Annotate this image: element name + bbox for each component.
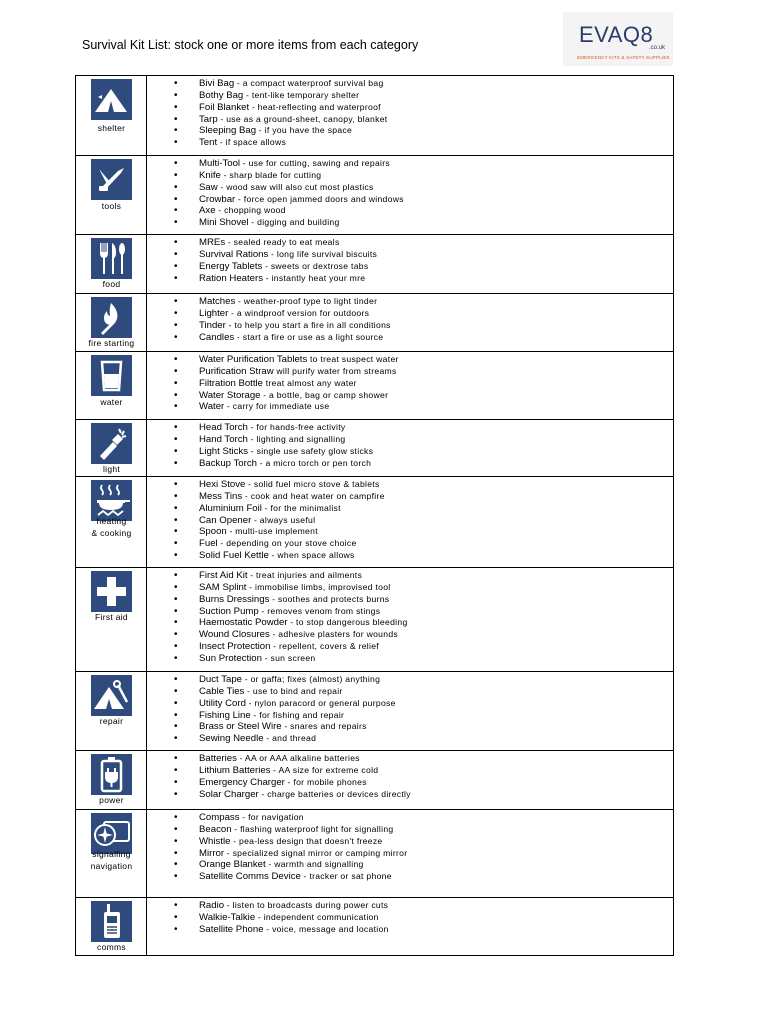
list-item [147, 261, 377, 273]
item-list [147, 156, 404, 234]
item-description: - voice, message and location [263, 923, 389, 934]
tent-repair-icon [91, 675, 132, 716]
list-item [147, 78, 387, 90]
list-item [147, 924, 389, 936]
item-description: - sun screen [261, 652, 316, 663]
list-item [147, 653, 408, 665]
item-description: - specialized signal mirror or camping mirror [224, 847, 408, 858]
item-description: - if you have the space [256, 125, 353, 136]
category-row [76, 898, 673, 956]
item-name: Survival Rations [199, 248, 269, 260]
item-description: - or gaffa; fixes (almost) anything [242, 674, 381, 684]
item-name: Satellite Phone [199, 923, 264, 935]
category-row [76, 672, 673, 751]
list-item [147, 194, 404, 206]
item-name: Lighter [199, 307, 229, 319]
item-name: Insect Protection [199, 641, 271, 653]
item-description: - always useful [251, 514, 316, 525]
list-item [147, 205, 404, 217]
item-name: Tent [199, 137, 218, 149]
list-item [147, 401, 399, 413]
item-description: - soothes and protects burns [269, 593, 390, 604]
list-item [147, 479, 385, 491]
item-description: - for the minimalist [261, 502, 341, 513]
item-name: Utility Cord [199, 697, 246, 709]
category-label: fire starting [88, 338, 135, 348]
list-item [147, 871, 407, 883]
item-description: - use as a ground-sheet, canopy, blanket [217, 113, 388, 124]
item-description: - weather-proof type to light tinder [235, 296, 378, 306]
item-description: - a bottle, bag or camp shower [260, 389, 389, 400]
category-cell [76, 477, 147, 567]
list-item [147, 641, 408, 653]
category-label: repair [99, 716, 124, 726]
list-item [147, 114, 387, 126]
item-description: - immobilise limbs, improvised tool [246, 581, 391, 592]
item-description: - force open jammed doors and windows [235, 193, 404, 204]
page-title: Survival Kit List: stock one or more items from each category [82, 38, 419, 52]
list-item [147, 308, 391, 320]
list-item [147, 812, 407, 824]
category-label: shelter [97, 123, 126, 133]
list-item [147, 125, 387, 137]
item-list [147, 477, 385, 567]
item-name: Head Torch [199, 422, 248, 433]
item-description: - to stop dangerous bleeding [287, 617, 408, 628]
item-name: Water Purification Tablets [199, 354, 308, 365]
category-cell [76, 420, 147, 476]
item-name: Burns Dressings [199, 593, 270, 605]
list-item [147, 366, 399, 378]
item-name: Duct Tape [199, 674, 243, 685]
list-item [147, 753, 411, 765]
item-description: - pea-less design that doesn't freeze [230, 835, 383, 846]
item-description: - cook and heat water on campfire [242, 490, 385, 501]
item-name: Water [199, 401, 225, 413]
item-description: - independent communication [255, 911, 379, 922]
item-description: - sealed ready to eat meals [225, 237, 340, 247]
item-description: - single use safety glow sticks [248, 445, 374, 456]
list-item [147, 629, 408, 641]
glass-icon [91, 355, 132, 396]
category-row [76, 420, 673, 477]
list-item [147, 491, 385, 503]
item-name: Candles [199, 331, 235, 343]
item-description: - if space allows [217, 137, 287, 148]
category-label: heating & cooking [91, 516, 132, 538]
list-item [147, 137, 387, 149]
list-item [147, 606, 408, 618]
category-cell [76, 156, 147, 234]
item-list [147, 751, 411, 809]
item-list [147, 568, 408, 671]
category-row [76, 751, 673, 810]
survival-kit-table [75, 75, 674, 956]
category-label: First aid [95, 612, 128, 622]
item-name: Orange Blanket [199, 859, 266, 871]
list-item [147, 848, 407, 860]
list-item [147, 617, 408, 629]
list-item [147, 686, 396, 698]
item-name: Radio [199, 900, 225, 911]
item-name: Ration Heaters [199, 272, 263, 284]
list-item [147, 789, 411, 801]
category-cell [76, 76, 147, 155]
category-row [76, 76, 673, 156]
item-description: - and thread [263, 733, 317, 744]
item-name: Whistle [199, 835, 231, 847]
tent-icon [91, 79, 132, 120]
cutlery-icon [91, 238, 132, 279]
list-item [147, 765, 411, 777]
list-item [147, 912, 389, 924]
category-cell [76, 235, 147, 293]
list-item [147, 538, 385, 550]
item-description: to treat suspect water [307, 354, 399, 364]
item-description: - instantly heat your mre [263, 272, 366, 283]
list-item [147, 526, 385, 538]
item-name: Foil Blanket [199, 101, 250, 113]
category-cell [76, 352, 147, 419]
item-description: - multi-use implement [226, 526, 318, 537]
item-list [147, 235, 377, 293]
item-description: - wood saw will also cut most plastics [217, 181, 374, 192]
item-name: Backup Torch [199, 457, 257, 469]
item-name: Haemostatic Powder [199, 617, 288, 629]
item-list [147, 294, 391, 351]
item-description: - depending on your stove choice [217, 538, 357, 549]
list-item [147, 570, 408, 582]
category-row [76, 235, 673, 294]
item-description: - adhesive plasters for wounds [269, 629, 398, 640]
item-list [147, 420, 373, 476]
item-description: - AA or AAA alkaline batteries [236, 753, 360, 763]
item-description: - repellent, covers & relief [270, 641, 379, 652]
list-item [147, 332, 391, 344]
category-cell [76, 672, 147, 750]
list-item [147, 674, 396, 686]
category-row [76, 352, 673, 420]
item-description: - lighting and signalling [247, 433, 346, 444]
list-item [147, 273, 377, 285]
evaq8-logo [563, 12, 673, 66]
item-name: Fuel [199, 538, 218, 550]
list-item [147, 90, 387, 102]
item-name: Walkie-Talkie [199, 911, 256, 923]
item-name: Sun Protection [199, 652, 262, 664]
item-name: Knife [199, 169, 221, 181]
list-item [147, 249, 377, 261]
category-cell [76, 751, 147, 809]
list-item [147, 550, 385, 562]
item-name: Spoon [199, 526, 227, 538]
list-item [147, 859, 407, 871]
item-name: Emergency Charger [199, 776, 285, 788]
item-name: Suction Pump [199, 605, 259, 617]
list-item [147, 422, 373, 434]
item-description: - charge batteries or devices directly [258, 788, 411, 799]
list-item [147, 710, 396, 722]
item-name: Fishing Line [199, 709, 251, 721]
first-aid-cross-icon [91, 571, 132, 612]
item-description: - nylon paracord or general purpose [245, 697, 396, 708]
list-item [147, 824, 407, 836]
item-name: Satellite Comms Device [199, 871, 301, 883]
category-cell [76, 810, 147, 897]
item-list [147, 810, 407, 897]
item-name: Crowbar [199, 193, 236, 205]
item-description: - carry for immediate use [224, 401, 330, 412]
category-label: tools [101, 201, 122, 211]
item-description: - chopping wood [215, 205, 286, 216]
list-item [147, 296, 391, 308]
list-item [147, 582, 408, 594]
item-name: Water Storage [199, 389, 261, 401]
item-name: Can Opener [199, 514, 252, 526]
list-item [147, 777, 411, 789]
item-description: treat almost any water [263, 377, 357, 388]
item-description: - sharp blade for cutting [220, 169, 322, 180]
list-item [147, 320, 391, 332]
item-description: - for mobile phones [284, 776, 367, 787]
item-description: - AA size for extreme cold [270, 764, 379, 775]
item-description: - use to bind and repair [244, 685, 343, 696]
item-description: - for navigation [239, 812, 304, 822]
item-name: Tarp [199, 113, 218, 125]
match-flame-icon [91, 297, 132, 338]
item-description: - start a fire or use as a light source [234, 331, 384, 342]
list-item [147, 217, 404, 229]
item-description: - use for cutting, sawing and repairs [240, 158, 390, 168]
category-label: comms [97, 942, 126, 952]
item-name: Beacon [199, 823, 232, 835]
item-name: Matches [199, 296, 236, 307]
list-item [147, 354, 399, 366]
item-name: Cable Ties [199, 685, 245, 697]
category-cell [76, 898, 147, 955]
item-description: - flashing waterproof light for signalling [231, 823, 394, 834]
list-item [147, 515, 385, 527]
item-name: Light Sticks [199, 445, 249, 457]
item-name: Sleeping Bag [199, 125, 257, 137]
list-item [147, 446, 373, 458]
item-description: - sweets or dextrose tabs [262, 260, 369, 271]
list-item [147, 503, 385, 515]
item-name: Mess Tins [199, 490, 243, 502]
item-description: - for fishing and repair [250, 709, 345, 720]
item-name: Compass [199, 812, 240, 823]
list-item [147, 836, 407, 848]
item-list [147, 352, 399, 419]
list-item [147, 594, 408, 606]
item-name: Bothy Bag [199, 89, 244, 101]
category-row [76, 810, 673, 898]
item-name: Solid Fuel Kettle [199, 550, 269, 562]
item-description: - when space allows [268, 550, 355, 561]
item-name: Filtration Bottle [199, 377, 263, 389]
battery-plug-icon [91, 754, 132, 795]
item-name: Lithium Batteries [199, 764, 271, 776]
list-item [147, 170, 404, 182]
item-name: Energy Tablets [199, 260, 263, 272]
item-name: Batteries [199, 753, 237, 764]
item-name: Multi-Tool [199, 158, 241, 169]
item-description: - snares and repairs [281, 721, 367, 732]
item-name: MREs [199, 237, 226, 248]
category-label: signalling navigation [90, 849, 133, 871]
item-name: Saw [199, 181, 218, 193]
item-name: Wound Closures [199, 629, 270, 641]
item-name: SAM Splint [199, 581, 247, 593]
list-item [147, 390, 399, 402]
category-label: power [99, 795, 124, 805]
item-description: - heat-reflecting and waterproof [249, 101, 381, 112]
item-name: Aluminium Foil [199, 502, 262, 514]
category-row [76, 568, 673, 672]
multitool-icon [91, 159, 132, 200]
list-item [147, 733, 396, 745]
category-row [76, 156, 673, 235]
item-description: - removes venom from stings [258, 605, 381, 616]
item-list [147, 672, 396, 750]
item-name: First Aid Kit [199, 570, 248, 581]
list-item [147, 434, 373, 446]
category-row [76, 477, 673, 568]
item-description: - warmth and signalling [265, 859, 364, 870]
item-name: Axe [199, 205, 216, 217]
item-description: - digging and building [248, 217, 340, 228]
item-description: - a windproof version for outdoors [228, 307, 370, 318]
category-cell [76, 568, 147, 671]
list-item [147, 900, 389, 912]
list-item [147, 698, 396, 710]
category-label: light [102, 464, 121, 474]
item-name: Bivi Bag [199, 78, 235, 89]
item-description: will purify water from streams [273, 365, 397, 376]
item-description: - treat injuries and ailments [247, 570, 363, 580]
category-label: water [100, 397, 123, 407]
item-name: Purification Straw [199, 365, 274, 377]
item-name: Mini Shovel [199, 217, 249, 229]
logo-brand: EVAQ8 [579, 22, 654, 47]
list-item [147, 182, 404, 194]
category-cell [76, 294, 147, 351]
item-name: Sewing Needle [199, 733, 264, 745]
list-item [147, 721, 396, 733]
logo-domain: .co.uk [649, 45, 666, 51]
item-description: - tracker or sat phone [300, 871, 392, 882]
list-item [147, 158, 404, 170]
item-description: - solid fuel micro stove & tablets [245, 479, 380, 489]
item-description: - listen to broadcasts during power cuts [224, 900, 389, 910]
item-name: Brass or Steel Wire [199, 721, 282, 733]
item-list [147, 898, 389, 955]
item-description: - for hands-free activity [247, 422, 346, 432]
walkie-talkie-icon [91, 901, 132, 942]
item-name: Hexi Stove [199, 479, 246, 490]
torch-icon [91, 423, 132, 464]
item-description: - a micro torch or pen torch [256, 457, 372, 468]
list-item [147, 458, 373, 470]
item-description: - to help you start a fire in all conditions [225, 319, 391, 330]
list-item [147, 102, 387, 114]
item-description: - a compact waterproof survival bag [234, 78, 384, 88]
list-item [147, 237, 377, 249]
item-name: Mirror [199, 847, 225, 859]
item-name: Hand Torch [199, 433, 248, 445]
item-description: - long life survival biscuits [268, 248, 378, 259]
item-list [147, 76, 387, 155]
logo-tagline: EMERGENCY KITS & SAFETY SUPPLIES [577, 55, 670, 60]
item-name: Tinder [199, 319, 226, 331]
item-description: - tent-like temporary shelter [243, 89, 360, 100]
item-name: Solar Charger [199, 788, 259, 800]
category-row [76, 294, 673, 352]
list-item [147, 378, 399, 390]
category-label: food [102, 279, 121, 289]
